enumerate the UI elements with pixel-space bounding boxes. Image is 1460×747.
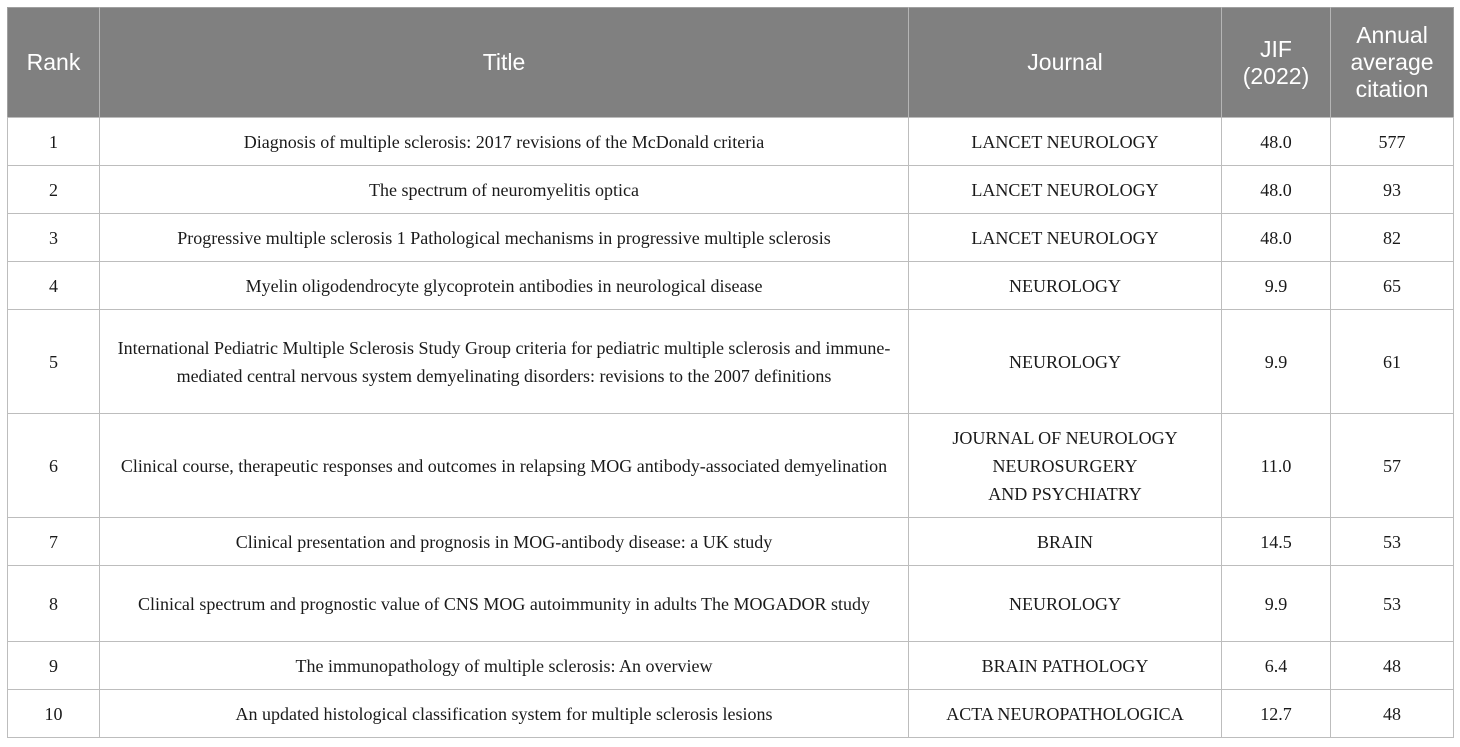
journal-cell: [909, 118, 1222, 166]
journal-name-line: LANCET NEUROLOGY: [971, 131, 1159, 152]
jif-cell: 48.0: [1222, 214, 1331, 262]
table-row: [8, 690, 1454, 738]
journal-name-line: LANCET NEUROLOGY: [971, 179, 1159, 200]
journal-name-line: NEUROLOGY: [1009, 275, 1121, 296]
header-journal: Journal: [909, 8, 1222, 118]
title-cell: Clinical presentation and prognosis in MOG-antibody disease: a UK study: [100, 518, 909, 566]
annual-citation-cell: 93: [1331, 166, 1454, 214]
table-row: [8, 310, 1454, 414]
jif-cell: 12.7: [1222, 690, 1331, 738]
journal-cell: [909, 262, 1222, 310]
jif-cell: 48.0: [1222, 166, 1331, 214]
rank-cell: 4: [8, 262, 100, 310]
rank-cell: 10: [8, 690, 100, 738]
table-body: [8, 118, 1454, 738]
rank-cell: 3: [8, 214, 100, 262]
journal-name-line: AND PSYCHIATRY: [988, 483, 1142, 504]
jif-cell: 11.0: [1222, 414, 1331, 518]
title-cell: Clinical spectrum and prognostic value of CNS MOG autoimmunity in adults The MOGADOR study: [100, 566, 909, 642]
table-row: [8, 518, 1454, 566]
title-cell: Myelin oligodendrocyte glycoprotein antibodies in neurological disease: [100, 262, 909, 310]
rank-cell: 8: [8, 566, 100, 642]
journal-name-line: BRAIN PATHOLOGY: [981, 655, 1149, 676]
jif-cell: 9.9: [1222, 262, 1331, 310]
table-row: [8, 214, 1454, 262]
annual-citation-cell: 82: [1331, 214, 1454, 262]
journal-name-line: LANCET NEUROLOGY: [971, 227, 1159, 248]
annual-citation-cell: 48: [1331, 642, 1454, 690]
annual-citation-cell: 53: [1331, 518, 1454, 566]
jif-cell: 9.9: [1222, 566, 1331, 642]
annual-citation-cell: 48: [1331, 690, 1454, 738]
journal-name-line: JOURNAL OF NEUROLOGY: [952, 427, 1178, 448]
journal-name-line: NEUROSURGERY: [992, 455, 1138, 476]
annual-citation-cell: 57: [1331, 414, 1454, 518]
header-title: Title: [100, 8, 909, 118]
jif-cell: 9.9: [1222, 310, 1331, 414]
header-row: [8, 8, 1454, 118]
title-cell: Progressive multiple sclerosis 1 Pathological mechanisms in progressive multiple sclerosis: [100, 214, 909, 262]
journal-name-line: ACTA NEUROPATHOLOGICA: [946, 703, 1184, 724]
journal-cell: [909, 166, 1222, 214]
journal-cell: [909, 566, 1222, 642]
table-row: [8, 642, 1454, 690]
journal-name-line: NEUROLOGY: [1009, 593, 1121, 614]
rank-cell: 9: [8, 642, 100, 690]
rank-cell: 2: [8, 166, 100, 214]
journal-name-line: NEUROLOGY: [1009, 351, 1121, 372]
title-cell: Clinical course, therapeutic responses and outcomes in relapsing MOG antibody-associated demyelination: [100, 414, 909, 518]
journal-name-line: BRAIN: [1036, 531, 1093, 552]
annual-citation-cell: 61: [1331, 310, 1454, 414]
journal-cell: [909, 414, 1222, 518]
header-rank: Rank: [8, 8, 100, 118]
rank-cell: 5: [8, 310, 100, 414]
annual-citation-cell: 577: [1331, 118, 1454, 166]
title-cell: An updated histological classification system for multiple sclerosis lesions: [100, 690, 909, 738]
annual-citation-cell: 65: [1331, 262, 1454, 310]
journal-cell: [909, 518, 1222, 566]
rank-cell: 6: [8, 414, 100, 518]
jif-cell: 48.0: [1222, 118, 1331, 166]
journal-cell: [909, 642, 1222, 690]
top-cited-articles-table: [7, 7, 1454, 738]
header-annual-average-citation: Annual average citation: [1331, 8, 1454, 118]
annual-citation-cell: 53: [1331, 566, 1454, 642]
citation-table-container: [7, 7, 1454, 738]
journal-cell: [909, 690, 1222, 738]
title-cell: International Pediatric Multiple Sclerosis Study Group criteria for pediatric multiple sclerosis and immune-mediated central nervous system demyelinating disorders: revisions to the 2007 definitions: [100, 310, 909, 414]
table-row: [8, 414, 1454, 518]
table-row: [8, 566, 1454, 642]
journal-cell: [909, 310, 1222, 414]
rank-cell: 1: [8, 118, 100, 166]
jif-cell: 14.5: [1222, 518, 1331, 566]
table-row: [8, 118, 1454, 166]
title-cell: Diagnosis of multiple sclerosis: 2017 revisions of the McDonald criteria: [100, 118, 909, 166]
rank-cell: 7: [8, 518, 100, 566]
header-jif: JIF (2022): [1222, 8, 1331, 118]
title-cell: The spectrum of neuromyelitis optica: [100, 166, 909, 214]
title-cell: The immunopathology of multiple sclerosis: An overview: [100, 642, 909, 690]
jif-cell: 6.4: [1222, 642, 1331, 690]
table-row: [8, 166, 1454, 214]
table-header: [8, 8, 1454, 118]
table-row: [8, 262, 1454, 310]
journal-cell: [909, 214, 1222, 262]
